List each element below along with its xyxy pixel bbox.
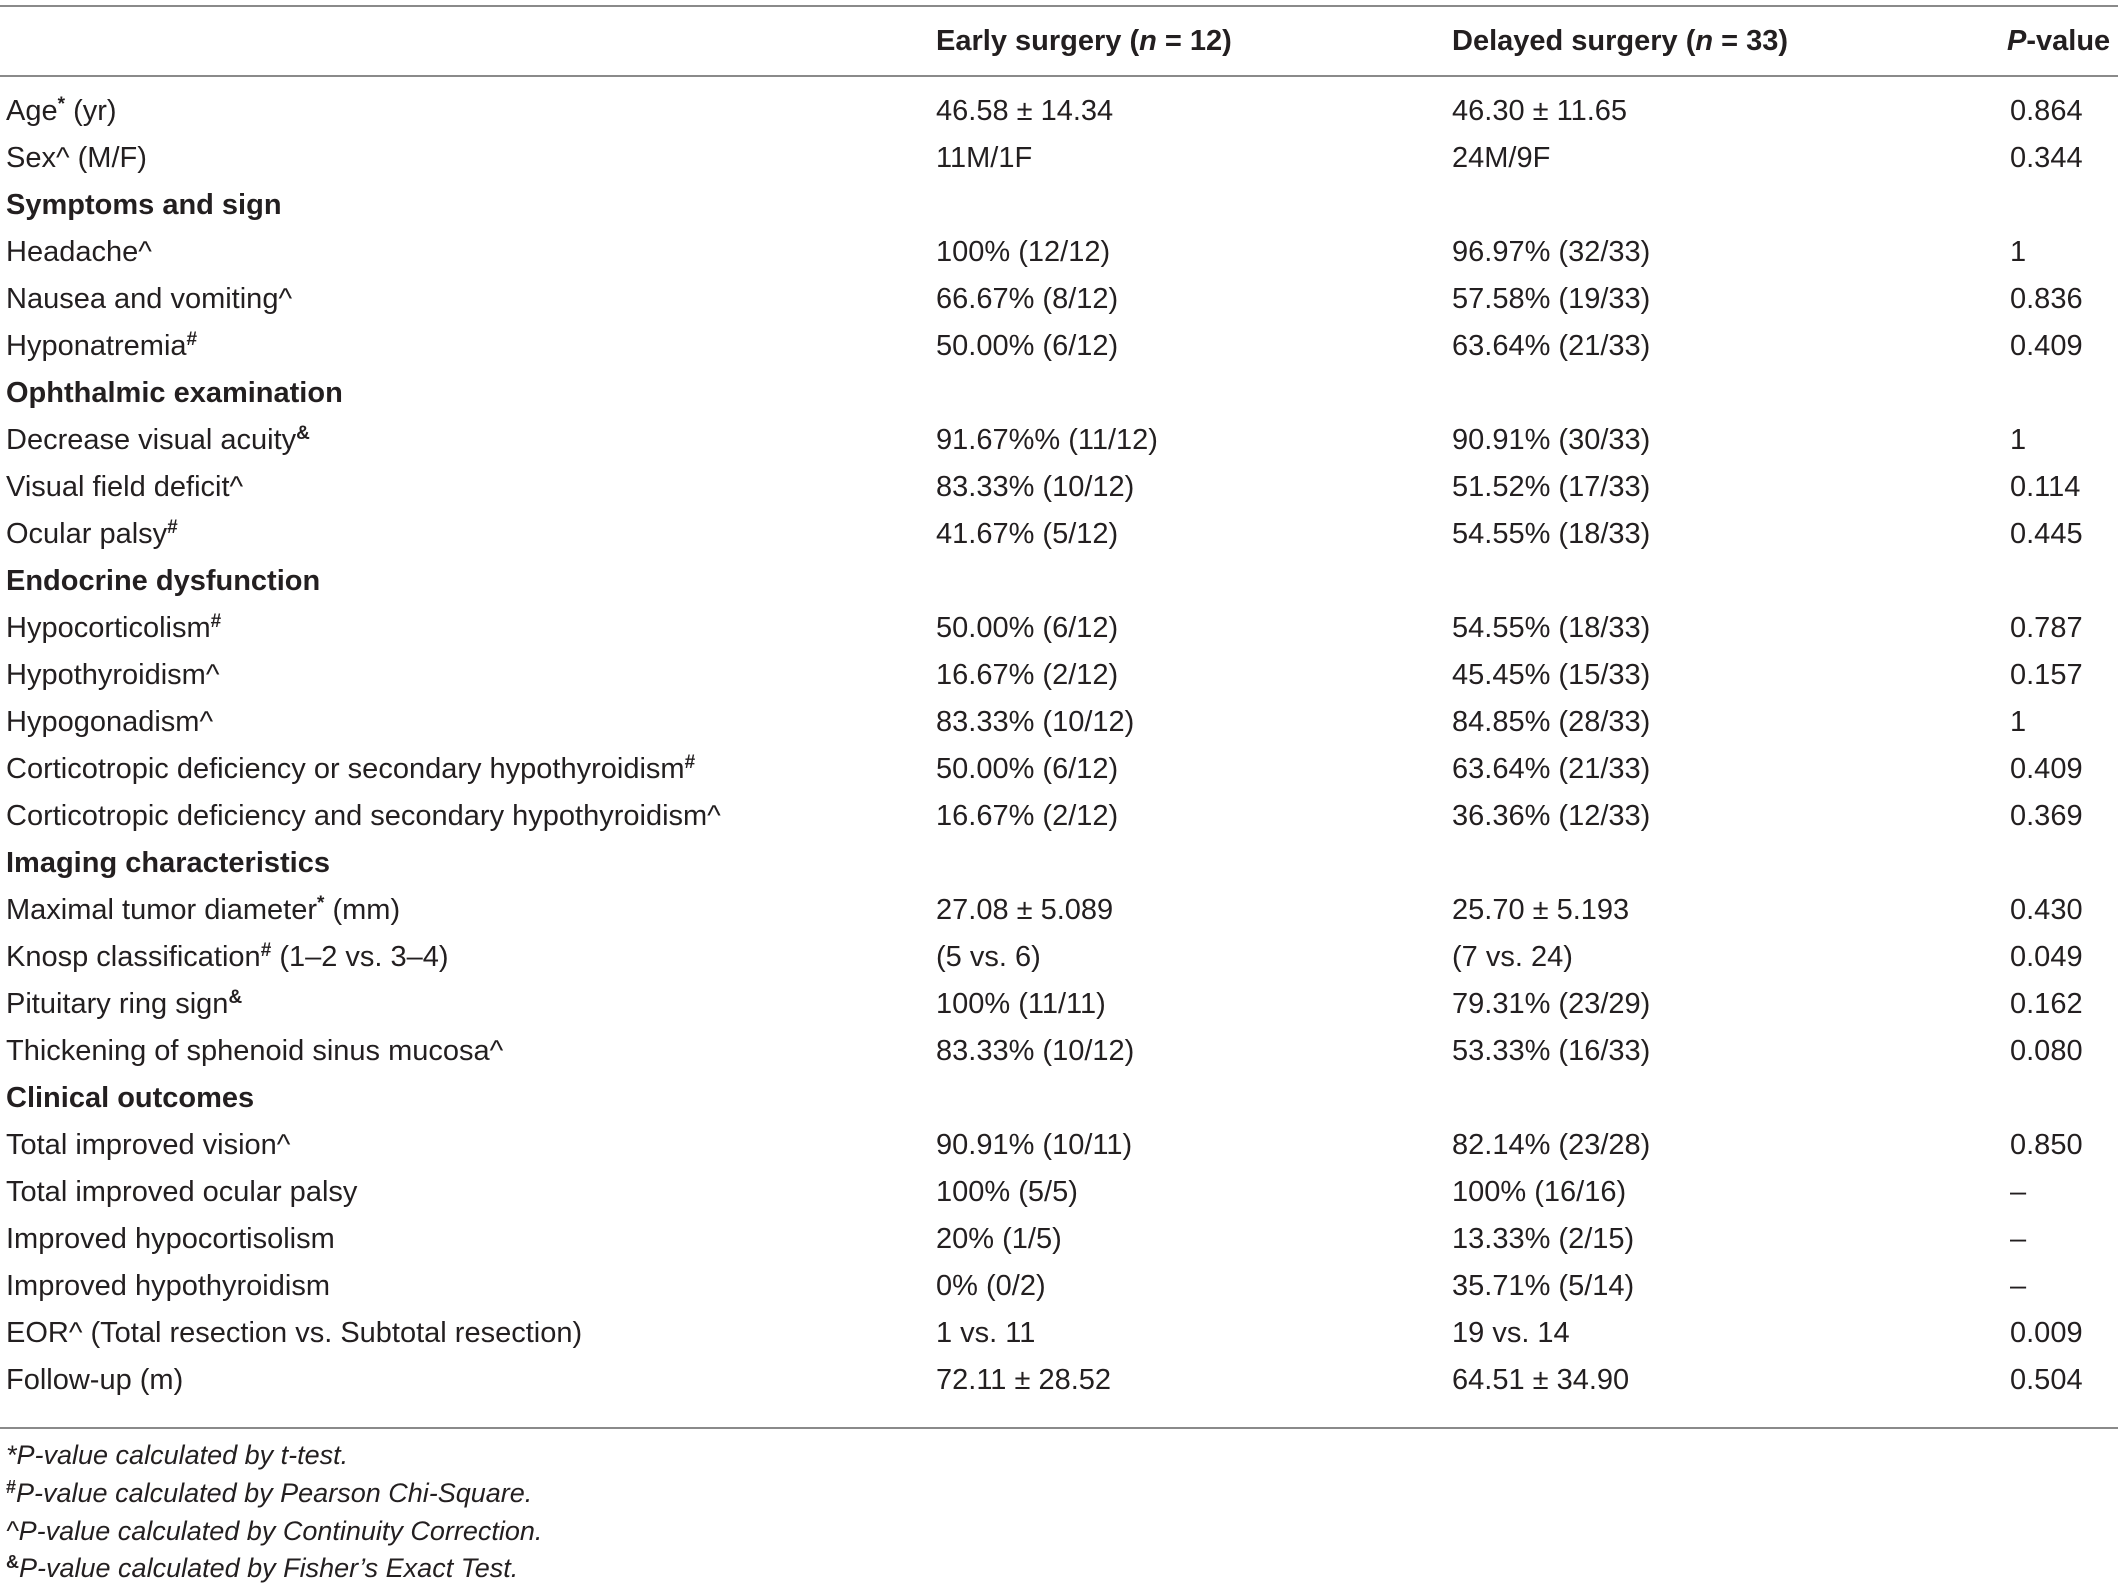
early-value: (5 vs. 6) <box>936 941 1041 973</box>
section-heading: Ophthalmic examination <box>6 377 343 409</box>
p-value: 0.836 <box>2010 283 2083 315</box>
delayed-value: 82.14% (23/28) <box>1452 1129 1651 1161</box>
early-value: 72.11 ± 28.52 <box>936 1364 1112 1396</box>
delayed-value: 84.85% (28/33) <box>1452 706 1651 738</box>
table-row <box>0 135 2118 182</box>
early-value: 16.67% (2/12) <box>936 800 1119 832</box>
row-label: Sex^ (M/F) <box>6 142 147 174</box>
early-value: 50.00% (6/12) <box>936 330 1119 362</box>
early-value: 100% (12/12) <box>936 236 1111 268</box>
footnote-continuity: ^P-value calculated by Continuity Correction. <box>6 1516 543 1546</box>
delayed-value: 24M/9F <box>1452 142 1551 174</box>
section-heading: Imaging characteristics <box>6 847 330 879</box>
row-label: Pituitary ring sign& <box>6 987 243 1020</box>
delayed-value: 79.31% (23/29) <box>1452 988 1651 1020</box>
early-value: 0% (0/2) <box>936 1270 1046 1302</box>
table-row <box>0 652 2118 699</box>
row-label: Hypocorticolism# <box>6 611 222 644</box>
row-label: Hypogonadism^ <box>6 706 214 738</box>
p-value: 0.157 <box>2010 659 2083 691</box>
footnote-t-test: *P-value calculated by t-test. <box>6 1440 349 1470</box>
early-value: 83.33% (10/12) <box>936 1035 1135 1067</box>
early-value: 50.00% (6/12) <box>936 753 1119 785</box>
p-value: 0.850 <box>2010 1129 2083 1161</box>
table-row <box>0 699 2118 746</box>
row-label: Knosp classification# (1–2 vs. 3–4) <box>6 940 449 973</box>
delayed-value: 25.70 ± 5.193 <box>1452 894 1630 926</box>
p-value: 0.344 <box>2010 142 2083 174</box>
p-value: 0.009 <box>2010 1317 2083 1349</box>
delayed-value: 46.30 ± 11.65 <box>1452 95 1628 127</box>
row-label: Corticotropic deficiency and secondary hypothyroidism^ <box>6 800 721 832</box>
early-value: 91.67%% (11/12) <box>936 424 1158 456</box>
row-label: Visual field deficit^ <box>6 471 244 503</box>
table-row <box>0 793 2118 840</box>
section-heading-row <box>0 1075 2118 1122</box>
p-value: 0.504 <box>2010 1364 2083 1396</box>
delayed-value: 96.97% (32/33) <box>1452 236 1651 268</box>
section-heading: Symptoms and sign <box>6 189 282 221</box>
early-value: 100% (11/11) <box>936 988 1106 1020</box>
table-row <box>0 1169 2118 1216</box>
early-value: 41.67% (5/12) <box>936 518 1119 550</box>
footnote-pearson: #P-value calculated by Pearson Chi-Square. <box>6 1477 533 1508</box>
p-value: – <box>2010 1270 2027 1302</box>
delayed-value: (7 vs. 24) <box>1452 941 1573 973</box>
p-value: 1 <box>2010 424 2027 456</box>
early-value: 11M/1F <box>936 142 1033 174</box>
delayed-value: 54.55% (18/33) <box>1452 518 1651 550</box>
p-value: 0.409 <box>2010 330 2083 362</box>
section-heading-row <box>0 182 2118 229</box>
row-label: Thickening of sphenoid sinus mucosa^ <box>6 1035 504 1067</box>
row-label: Nausea and vomiting^ <box>6 283 293 315</box>
table-header-row <box>0 18 2118 65</box>
early-value: 83.33% (10/12) <box>936 471 1135 503</box>
section-heading: Endocrine dysfunction <box>6 565 321 597</box>
p-value: 0.080 <box>2010 1035 2083 1067</box>
delayed-value: 54.55% (18/33) <box>1452 612 1651 644</box>
row-label: Follow-up (m) <box>6 1364 184 1396</box>
delayed-value: 57.58% (19/33) <box>1452 283 1651 315</box>
early-value: 1 vs. 11 <box>936 1317 1036 1349</box>
row-label: Ocular palsy# <box>6 517 178 550</box>
table-row <box>0 276 2118 323</box>
p-value: 0.864 <box>2010 95 2083 127</box>
delayed-value: 51.52% (17/33) <box>1452 471 1651 503</box>
p-value: 0.445 <box>2010 518 2083 550</box>
header-p-value: P-value <box>2007 25 2111 57</box>
section-heading-row <box>0 558 2118 605</box>
table-top-rule <box>0 5 2118 7</box>
delayed-value: 63.64% (21/33) <box>1452 330 1651 362</box>
table-row <box>0 417 2118 464</box>
early-value: 100% (5/5) <box>936 1176 1078 1208</box>
section-heading-row <box>0 840 2118 887</box>
delayed-value: 45.45% (15/33) <box>1452 659 1651 691</box>
delayed-value: 19 vs. 14 <box>1452 1317 1570 1349</box>
p-value: 0.409 <box>2010 753 2083 785</box>
early-value: 83.33% (10/12) <box>936 706 1135 738</box>
delayed-value: 64.51 ± 34.90 <box>1452 1364 1630 1396</box>
table-row <box>0 605 2118 652</box>
table-row <box>0 1263 2118 1310</box>
row-label: Improved hypothyroidism <box>6 1270 330 1302</box>
delayed-value: 100% (16/16) <box>1452 1176 1627 1208</box>
row-label: Headache^ <box>6 236 152 268</box>
row-label: Improved hypocortisolism <box>6 1223 335 1255</box>
table-row <box>0 1310 2118 1357</box>
table-row <box>0 511 2118 558</box>
early-value: 16.67% (2/12) <box>936 659 1119 691</box>
p-value: 0.114 <box>2010 471 2081 503</box>
row-label: Maximal tumor diameter* (mm) <box>6 893 401 926</box>
footnote-fisher: &P-value calculated by Fisher’s Exact Test. <box>6 1552 519 1583</box>
table-row <box>0 981 2118 1028</box>
row-label: Hyponatremia# <box>6 329 198 362</box>
early-value: 46.58 ± 14.34 <box>936 95 1114 127</box>
row-label: Hypothyroidism^ <box>6 659 220 691</box>
p-value: 0.049 <box>2010 941 2083 973</box>
p-value: 1 <box>2010 706 2027 738</box>
row-label: Age* (yr) <box>6 94 117 127</box>
delayed-value: 13.33% (2/15) <box>1452 1223 1635 1255</box>
table-row <box>0 229 2118 276</box>
row-label: Total improved vision^ <box>6 1129 291 1161</box>
delayed-value: 35.71% (5/14) <box>1452 1270 1635 1302</box>
p-value: 0.162 <box>2010 988 2083 1020</box>
table-row <box>0 934 2118 981</box>
header-delayed-surgery: Delayed surgery (n = 33) <box>1452 25 1789 57</box>
delayed-value: 53.33% (16/33) <box>1452 1035 1651 1067</box>
table-row <box>0 1122 2118 1169</box>
table-row <box>0 1216 2118 1263</box>
table-row <box>0 1028 2118 1075</box>
early-value: 20% (1/5) <box>936 1223 1062 1255</box>
delayed-value: 63.64% (21/33) <box>1452 753 1651 785</box>
table-row <box>0 323 2118 370</box>
table-row <box>0 88 2118 135</box>
row-label: Decrease visual acuity& <box>6 423 310 456</box>
early-value: 27.08 ± 5.089 <box>936 894 1114 926</box>
header-early-surgery: Early surgery (n = 12) <box>936 25 1232 57</box>
p-value: 1 <box>2010 236 2027 268</box>
table-row <box>0 746 2118 793</box>
early-value: 66.67% (8/12) <box>936 283 1119 315</box>
row-label: Corticotropic deficiency or secondary hypothyroidism# <box>6 752 696 785</box>
early-value: 90.91% (10/11) <box>936 1129 1133 1161</box>
section-heading: Clinical outcomes <box>6 1082 255 1114</box>
p-value: – <box>2010 1223 2027 1255</box>
delayed-value: 36.36% (12/33) <box>1452 800 1651 832</box>
p-value: – <box>2010 1176 2027 1208</box>
delayed-value: 90.91% (30/33) <box>1452 424 1651 456</box>
table-row <box>0 887 2118 934</box>
table-row <box>0 1357 2118 1404</box>
p-value: 0.787 <box>2010 612 2083 644</box>
row-label: Total improved ocular palsy <box>6 1176 358 1208</box>
section-heading-row <box>0 370 2118 417</box>
row-label: EOR^ (Total resection vs. Subtotal resection) <box>6 1317 583 1349</box>
table-row <box>0 464 2118 511</box>
header-rule <box>0 75 2118 77</box>
p-value: 0.369 <box>2010 800 2083 832</box>
table-bottom-rule <box>0 1427 2118 1429</box>
p-value: 0.430 <box>2010 894 2083 926</box>
early-value: 50.00% (6/12) <box>936 612 1119 644</box>
